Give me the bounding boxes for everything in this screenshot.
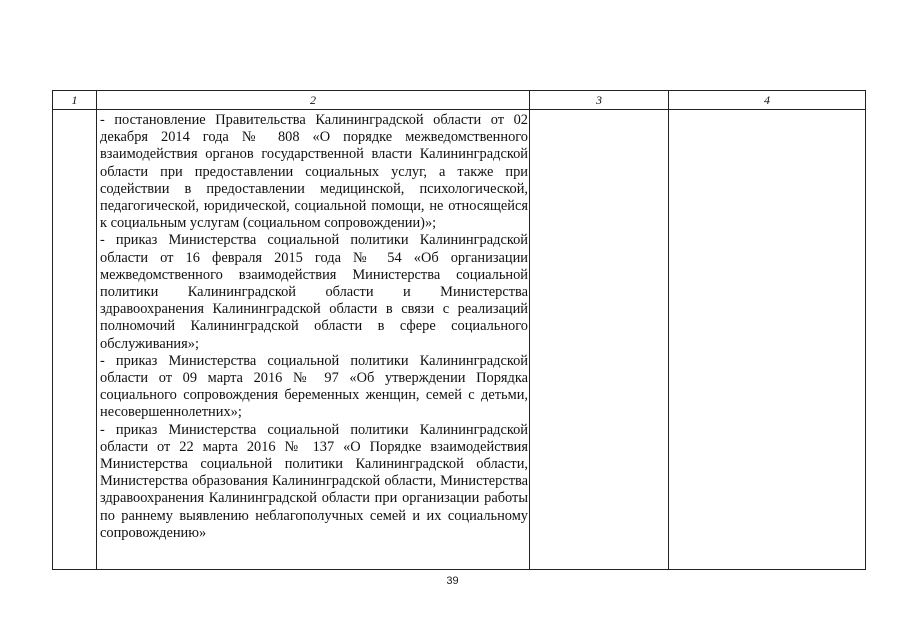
column-header-4: 4 xyxy=(669,91,866,110)
list-item: - постановление Правительства Калининградской области от 02 декабря 2014 года № 808 «О порядке межведомственного взаимодействия органов государственной власти Калининградской области при предоставлении социальных услуг, а также при содействии в предоставлении медицинской, психологической, педагогической, юридической, социальной помощи, не относящейся к социальным услугам (социальном сопровождении)»; xyxy=(100,112,528,232)
page-number: 39 xyxy=(446,575,459,587)
table-row xyxy=(53,110,866,570)
table-header-row xyxy=(53,91,866,110)
column-header-1: 1 xyxy=(53,91,97,110)
table-cell-col1 xyxy=(53,110,97,570)
list-item: - приказ Министерства социальной политики Калининградской области от 09 марта 2016 № 97 «Об утверждении Порядка социального сопровождения беременных женщин, семей с детьми, несовершеннолетних»; xyxy=(100,352,528,421)
list-item: - приказ Министерства социальной политики Калининградской области от 22 марта 2016 № 137 «О Порядке взаимодействия Министерства социальной политики Калининградской области, Министерства образования Калининградской области, Министерства здравоохранения Калининградской области при организации работы по раннему выявлению неблагополучных семей и их социальному сопровождению» xyxy=(100,421,528,541)
table-cell-col4 xyxy=(669,110,866,570)
document-table xyxy=(52,90,866,570)
column-header-3: 3 xyxy=(530,91,669,110)
legal-acts-list xyxy=(97,110,529,542)
column-header-2: 2 xyxy=(97,91,530,110)
table-cell-col3 xyxy=(530,110,669,570)
list-item: - приказ Министерства социальной политики Калининградской области от 16 февраля 2015 года № 54 «Об организации межведомственного взаимодействия Министерства социальной политики Калининградской области и Министерства здравоохранения Калининградской области в связи с реализаций полномочий Калининградской области в сфере социального обслуживания»; xyxy=(100,232,528,352)
table-cell-col2 xyxy=(97,110,530,570)
